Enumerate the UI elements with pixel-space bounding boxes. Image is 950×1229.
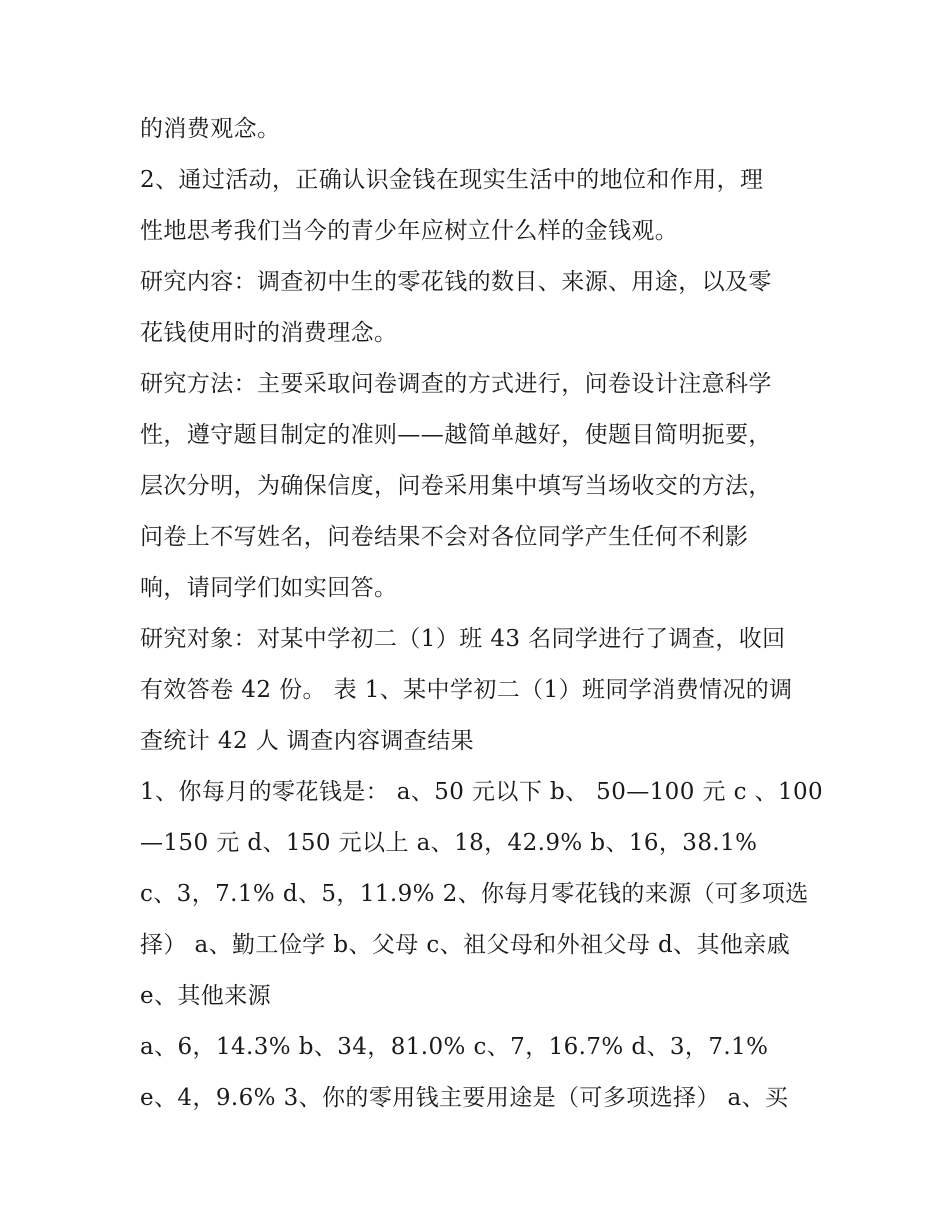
text-line: 的消费观念。 <box>140 116 281 142</box>
text-line: 有效答卷 42 份。 表 1、某中学初二（1）班同学消费情况的调 <box>140 677 793 703</box>
text-line: e、其他来源 <box>140 983 272 1009</box>
document-body <box>140 104 824 1124</box>
text-line: 研究方法：主要采取问卷调查的方式进行，问卷设计注意科学 <box>140 371 772 397</box>
text-line: 研究内容：调查初中生的零花钱的数目、来源、用途，以及零 <box>140 269 772 295</box>
text-line: a、6，14.3% b、34，81.0% c、7，16.7% d、3，7.1% <box>140 1034 769 1060</box>
text-line: 响，请同学们如实回答。 <box>140 575 398 601</box>
text-line: e、4，9.6% 3、你的零用钱主要用途是（可多项选择） a、买 <box>140 1085 789 1111</box>
text-line: 问卷上不写姓名，问卷结果不会对各位同学产生任何不利影 <box>140 524 749 550</box>
text-line: 2、通过活动，正确认识金钱在现实生活中的地位和作用，理 <box>140 167 764 193</box>
text-line: 1、你每月的零花钱是： a、50 元以下 b、 50—100 元 c 、100 <box>140 779 824 805</box>
text-line: 研究对象：对某中学初二（1）班 43 名同学进行了调查，收回 <box>140 626 786 652</box>
text-line: 性地思考我们当今的青少年应树立什么样的金钱观。 <box>140 218 679 244</box>
text-line: 层次分明，为确保信度，问卷采用集中填写当场收交的方法， <box>140 473 772 499</box>
text-line: c、3，7.1% d、5，11.9% 2、你每月零花钱的来源（可多项选 <box>140 881 809 907</box>
text-line: —150 元 d、150 元以上 a、18，42.9% b、16，38.1% <box>140 830 758 856</box>
text-line: 择） a、勤工俭学 b、父母 c、祖父母和外祖父母 d、其他亲戚 <box>140 932 791 958</box>
text-line: 花钱使用时的消费理念。 <box>140 320 398 346</box>
text-line: 查统计 42 人 调查内容调查结果 <box>140 728 474 754</box>
text-line: 性，遵守题目制定的准则——越简单越好，使题目简明扼要， <box>140 422 772 448</box>
